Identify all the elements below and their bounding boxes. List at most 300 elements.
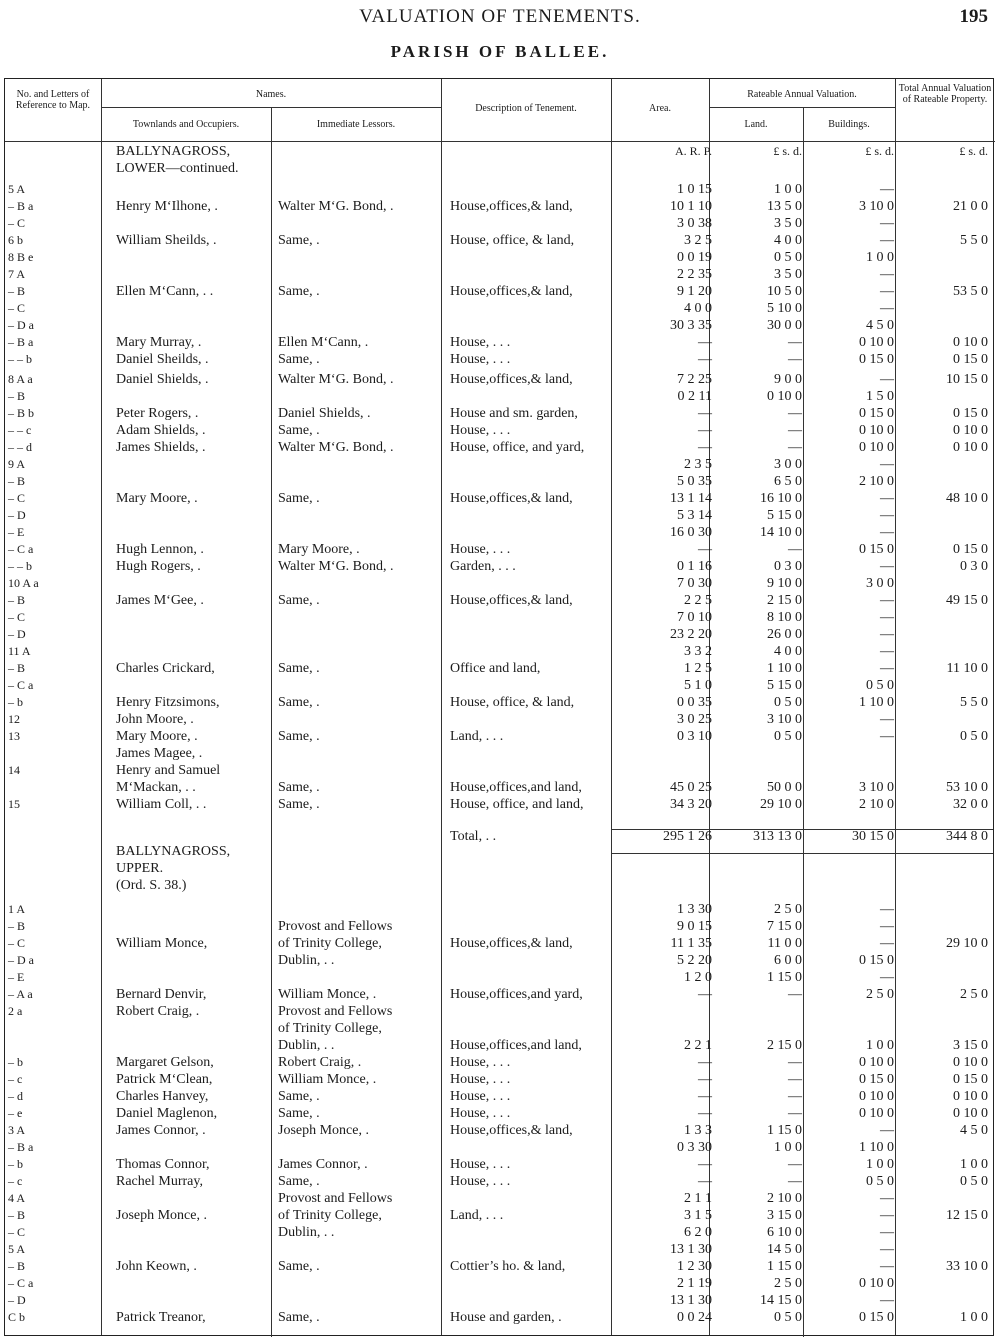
cell-area: 13 1 14 bbox=[670, 491, 712, 506]
cell-land: 2 5 0 bbox=[774, 902, 802, 917]
cell-ref: – B bbox=[8, 474, 26, 488]
rule-val-sub bbox=[709, 107, 895, 108]
cell-area: 3 2 5 bbox=[684, 233, 712, 248]
parish-title: PARISH OF BALLEE. bbox=[390, 42, 610, 61]
table-row bbox=[4, 877, 994, 894]
cell-ref: 5 A bbox=[8, 182, 26, 196]
cell-land: — bbox=[788, 1089, 802, 1104]
table-row bbox=[4, 1241, 994, 1258]
cell-bld: 3 10 0 bbox=[859, 780, 894, 795]
cell-area: 2 1 19 bbox=[677, 1276, 712, 1291]
cell-area: — bbox=[698, 423, 712, 438]
table-row bbox=[4, 592, 994, 609]
cell-lessor: Same, . bbox=[278, 780, 320, 795]
cell-ref: – C a bbox=[8, 678, 34, 692]
table-row bbox=[4, 1207, 994, 1224]
cell-area: 0 0 19 bbox=[677, 250, 712, 265]
table-row bbox=[4, 694, 994, 711]
cell-lessor: Same, . bbox=[278, 1174, 320, 1189]
cell-land: 5 15 0 bbox=[767, 508, 802, 523]
table-row bbox=[4, 1105, 994, 1122]
cell-name: BALLYNAGROSS, bbox=[116, 144, 231, 159]
cell-desc: Cottier’s ho. & land, bbox=[450, 1259, 566, 1274]
cell-lessor: William Monce, . bbox=[278, 987, 377, 1002]
table-row bbox=[4, 901, 994, 918]
cell-total: 0 10 0 bbox=[953, 423, 988, 438]
cell-bld: — bbox=[880, 661, 894, 676]
table-row bbox=[4, 1003, 994, 1020]
cell-area: 2 1 1 bbox=[684, 1191, 712, 1206]
cell-bld: 2 10 0 bbox=[859, 474, 894, 489]
table-row bbox=[4, 1190, 994, 1207]
cell-total: 0 15 0 bbox=[953, 406, 988, 421]
cell-land: — bbox=[788, 542, 802, 557]
cell-desc: House,offices,& land, bbox=[450, 199, 573, 214]
table-row bbox=[4, 1122, 994, 1139]
cell-area: — bbox=[698, 987, 712, 1002]
cell-land: 0 5 0 bbox=[774, 729, 802, 744]
cell-desc: House,offices,& land, bbox=[450, 372, 573, 387]
cell-total: 0 10 0 bbox=[953, 1089, 988, 1104]
cell-name: Bernard Denvir, bbox=[116, 987, 207, 1002]
cell-total: 2 5 0 bbox=[960, 987, 988, 1002]
table-row bbox=[4, 860, 994, 877]
cell-name: Patrick Treanor, bbox=[116, 1310, 206, 1325]
cell-ref: – b bbox=[8, 1055, 23, 1069]
cell-land: 7 15 0 bbox=[767, 919, 802, 934]
table-row bbox=[4, 473, 994, 490]
cell-area: 16 0 30 bbox=[670, 525, 712, 540]
cell-ref: – – d bbox=[8, 440, 32, 454]
cell-area: 0 0 24 bbox=[677, 1310, 712, 1325]
cell-area: — bbox=[698, 335, 712, 350]
cell-name: Margaret Gelson, bbox=[116, 1055, 214, 1070]
cell-land: 14 15 0 bbox=[760, 1293, 802, 1308]
cell-land: 30 0 0 bbox=[767, 318, 802, 333]
cell-bld: — bbox=[880, 508, 894, 523]
cell-ref: 6 b bbox=[8, 233, 23, 247]
cell-lessor: Walter M‘G. Bond, . bbox=[278, 440, 394, 455]
cell-area: 7 0 30 bbox=[677, 576, 712, 591]
cell-land: 1 15 0 bbox=[767, 1123, 802, 1138]
cell-lessor: Same, . bbox=[278, 284, 320, 299]
table-row bbox=[4, 1224, 994, 1241]
cell-bld: 1 0 0 bbox=[866, 250, 894, 265]
cell-name: LOWER—continued. bbox=[116, 161, 239, 176]
cell-desc: House,offices,& land, bbox=[450, 491, 573, 506]
cell-ref: – B a bbox=[8, 199, 34, 213]
cell-ref: – C bbox=[8, 1225, 26, 1239]
table-row bbox=[4, 1275, 994, 1292]
cell-total: 5 5 0 bbox=[960, 695, 988, 710]
cell-bld: — bbox=[880, 525, 894, 540]
cell-total: 0 3 0 bbox=[960, 559, 988, 574]
table-row bbox=[4, 1156, 994, 1173]
table-row bbox=[4, 266, 994, 283]
rule-header-bottom bbox=[5, 141, 995, 142]
cell-bld: 0 10 0 bbox=[859, 335, 894, 350]
cell-ref: C b bbox=[8, 1310, 26, 1324]
cell-desc: House and garden, . bbox=[450, 1310, 562, 1325]
cell-area: — bbox=[698, 440, 712, 455]
cell-area: 1 3 3 bbox=[684, 1123, 712, 1138]
cell-ref: – C bbox=[8, 216, 26, 230]
cell-area: 5 0 35 bbox=[677, 474, 712, 489]
table-row bbox=[4, 1309, 994, 1326]
cell-lessor: Same, . bbox=[278, 797, 320, 812]
cell-desc: House, . . . bbox=[450, 1089, 511, 1104]
table-row bbox=[4, 952, 994, 969]
cell-ref: – d bbox=[8, 1089, 23, 1103]
cell-bld: 0 5 0 bbox=[866, 1174, 894, 1189]
cell-lessor: Daniel Shields, . bbox=[278, 406, 371, 421]
table-row bbox=[4, 796, 994, 813]
cell-land: 3 5 0 bbox=[774, 267, 802, 282]
cell-bld: — bbox=[880, 712, 894, 727]
cell-bld: 0 15 0 bbox=[859, 1072, 894, 1087]
cell-ref: – B bbox=[8, 389, 26, 403]
cell-bld: 3 10 0 bbox=[859, 199, 894, 214]
cell-lessor: Joseph Monce, . bbox=[278, 1123, 369, 1138]
table-row bbox=[4, 986, 994, 1003]
cell-total: 344 8 0 bbox=[946, 829, 988, 844]
cell-bld: 30 15 0 bbox=[852, 829, 894, 844]
cell-lessor: William Monce, . bbox=[278, 1072, 377, 1087]
cell-desc: Garden, . . . bbox=[450, 559, 516, 574]
cell-desc: House, office, & land, bbox=[450, 695, 575, 710]
cell-land: 0 3 0 bbox=[774, 559, 802, 574]
table-row bbox=[4, 745, 994, 762]
cell-desc: House,offices,& land, bbox=[450, 936, 573, 951]
cell-total: 48 10 0 bbox=[946, 491, 988, 506]
cell-ref: – b bbox=[8, 1157, 23, 1171]
cell-area: — bbox=[698, 1106, 712, 1121]
cell-land: 0 5 0 bbox=[774, 1310, 802, 1325]
cell-bld: — bbox=[880, 1191, 894, 1206]
cell-land: 9 10 0 bbox=[767, 576, 802, 591]
table-row bbox=[4, 249, 994, 266]
cell-bld: — bbox=[880, 372, 894, 387]
cell-total: 32 0 0 bbox=[953, 797, 988, 812]
cell-ref: – C bbox=[8, 301, 26, 315]
cell-lessor: Same, . bbox=[278, 1089, 320, 1104]
cell-total: 49 15 0 bbox=[946, 593, 988, 608]
cell-lessor: Dublin, . . bbox=[278, 953, 335, 968]
table-row bbox=[4, 762, 994, 779]
cell-land: 2 15 0 bbox=[767, 1038, 802, 1053]
cell-name: Adam Shields, . bbox=[116, 423, 206, 438]
cell-bld: — bbox=[880, 902, 894, 917]
cell-bld: 1 0 0 bbox=[866, 1038, 894, 1053]
cell-bld: 1 0 0 bbox=[866, 1157, 894, 1172]
table-row bbox=[4, 456, 994, 473]
cell-land: — bbox=[788, 406, 802, 421]
cell-desc: House and sm. garden, bbox=[450, 406, 578, 421]
cell-area: 9 1 20 bbox=[677, 284, 712, 299]
cell-lessor: Same, . bbox=[278, 1106, 320, 1121]
cell-bld: — bbox=[880, 970, 894, 985]
cell-desc: House, office, & land, bbox=[450, 233, 575, 248]
cell-land: 2 10 0 bbox=[767, 1191, 802, 1206]
table-row bbox=[4, 677, 994, 694]
cell-ref: 12 bbox=[8, 712, 20, 726]
cell-land: 3 10 0 bbox=[767, 712, 802, 727]
cell-ref: 9 A bbox=[8, 457, 26, 471]
cell-desc: House, . . . bbox=[450, 1055, 511, 1070]
cell-total: 0 5 0 bbox=[960, 729, 988, 744]
cell-ref: – B bbox=[8, 593, 26, 607]
cell-name: BALLYNAGROSS, bbox=[116, 844, 231, 859]
table-row bbox=[4, 215, 994, 232]
cell-area: 1 0 15 bbox=[677, 182, 712, 197]
table-row bbox=[4, 935, 994, 952]
cell-total: 11 10 0 bbox=[946, 661, 988, 676]
cell-desc: Land, . . . bbox=[450, 729, 504, 744]
cell-area: 2 2 35 bbox=[677, 267, 712, 282]
cell-bld: 0 15 0 bbox=[859, 953, 894, 968]
table-row bbox=[4, 1258, 994, 1275]
cell-ref: 2 a bbox=[8, 1004, 23, 1018]
cell-name: Joseph Monce, . bbox=[116, 1208, 207, 1223]
cell-ref: 8 A a bbox=[8, 372, 33, 386]
cell-name: Mary Moore, . bbox=[116, 729, 198, 744]
cell-ref: – E bbox=[8, 970, 25, 984]
table-row bbox=[4, 626, 994, 643]
cell-name: James Magee, . bbox=[116, 746, 203, 761]
cell-name: Patrick M‘Clean, bbox=[116, 1072, 213, 1087]
cell-ref: – A a bbox=[8, 987, 33, 1001]
table-row bbox=[4, 405, 994, 422]
cell-bld: — bbox=[880, 267, 894, 282]
cell-ref: – D bbox=[8, 1293, 26, 1307]
cell-area: 1 2 0 bbox=[684, 970, 712, 985]
cell-bld: — bbox=[880, 1123, 894, 1138]
cell-desc: Office and land, bbox=[450, 661, 541, 676]
cell-ref: – B a bbox=[8, 1140, 34, 1154]
table-row bbox=[4, 1054, 994, 1071]
table-row bbox=[4, 160, 994, 177]
cell-land: 26 0 0 bbox=[767, 627, 802, 642]
cell-area: 2 3 5 bbox=[684, 457, 712, 472]
table-row bbox=[4, 1088, 994, 1105]
table-row bbox=[4, 1037, 994, 1054]
cell-lessor: of Trinity College, bbox=[278, 1021, 382, 1036]
cell-area: 9 0 15 bbox=[677, 919, 712, 934]
cell-land: 5 10 0 bbox=[767, 301, 802, 316]
cell-area: 5 1 0 bbox=[684, 678, 712, 693]
cell-bld: £ s. d. bbox=[865, 144, 894, 158]
cell-bld: — bbox=[880, 1225, 894, 1240]
cell-ref: – – c bbox=[8, 423, 32, 437]
cell-total: 29 10 0 bbox=[946, 936, 988, 951]
cell-lessor: Provost and Fellows bbox=[278, 919, 393, 934]
cell-ref: – – b bbox=[8, 352, 32, 366]
cell-ref: – E bbox=[8, 525, 25, 539]
cell-land: 6 0 0 bbox=[774, 953, 802, 968]
cell-land: 1 0 0 bbox=[774, 182, 802, 197]
cell-lessor: Walter M‘G. Bond, . bbox=[278, 199, 394, 214]
cell-desc: House, . . . bbox=[450, 1072, 511, 1087]
col-valuation: Rateable Annual Valuation. bbox=[747, 89, 857, 100]
cell-area: — bbox=[698, 1089, 712, 1104]
table-row bbox=[4, 283, 994, 300]
cell-ref: 14 bbox=[8, 763, 20, 777]
table-row bbox=[4, 1020, 994, 1037]
cell-name: Henry Fitzsimons, bbox=[116, 695, 220, 710]
cell-ref: – D bbox=[8, 627, 26, 641]
table-row bbox=[4, 232, 994, 249]
cell-name: Rachel Murray, bbox=[116, 1174, 203, 1189]
cell-total: 4 5 0 bbox=[960, 1123, 988, 1138]
cell-land: — bbox=[788, 1106, 802, 1121]
cell-land: 14 10 0 bbox=[760, 525, 802, 540]
col-total: Total Annual Valuation of Rateable Property. bbox=[898, 83, 992, 105]
cell-total: 1 0 0 bbox=[960, 1310, 988, 1325]
cell-ref: – C bbox=[8, 610, 26, 624]
cell-area: 7 0 10 bbox=[677, 610, 712, 625]
table-row bbox=[4, 317, 994, 334]
cell-lessor: Dublin, . . bbox=[278, 1225, 335, 1240]
cell-total: 1 0 0 bbox=[960, 1157, 988, 1172]
cell-lessor: Provost and Fellows bbox=[278, 1004, 393, 1019]
cell-total: 0 15 0 bbox=[953, 1072, 988, 1087]
cell-bld: 0 15 0 bbox=[859, 406, 894, 421]
cell-desc: House, office, and land, bbox=[450, 797, 584, 812]
cell-area: 45 0 25 bbox=[670, 780, 712, 795]
cell-area: 0 1 16 bbox=[677, 559, 712, 574]
cell-bld: 3 0 0 bbox=[866, 576, 894, 591]
cell-bld: — bbox=[880, 644, 894, 659]
cell-total: 0 10 0 bbox=[953, 335, 988, 350]
cell-lessor: of Trinity College, bbox=[278, 936, 382, 951]
cell-total: 0 10 0 bbox=[953, 440, 988, 455]
table-row bbox=[4, 1071, 994, 1088]
cell-area: 34 3 20 bbox=[670, 797, 712, 812]
cell-name: M‘Mackan, . . bbox=[116, 780, 196, 795]
cell-bld: 0 15 0 bbox=[859, 352, 894, 367]
cell-bld: — bbox=[880, 491, 894, 506]
cell-ref: – C a bbox=[8, 1276, 34, 1290]
cell-ref: – B bbox=[8, 1208, 26, 1222]
cell-name: James M‘Gee, . bbox=[116, 593, 204, 608]
cell-area: 1 3 30 bbox=[677, 902, 712, 917]
cell-bld: — bbox=[880, 182, 894, 197]
cell-area: 4 0 0 bbox=[684, 301, 712, 316]
cell-bld: — bbox=[880, 1259, 894, 1274]
cell-land: — bbox=[788, 987, 802, 1002]
cell-bld: 0 10 0 bbox=[859, 440, 894, 455]
table-row bbox=[4, 1173, 994, 1190]
cell-total: 12 15 0 bbox=[946, 1208, 988, 1223]
cell-lessor: Same, . bbox=[278, 1310, 320, 1325]
cell-land: 1 10 0 bbox=[767, 661, 802, 676]
table-row bbox=[4, 575, 994, 592]
cell-land: £ s. d. bbox=[773, 144, 802, 158]
cell-land: 6 5 0 bbox=[774, 474, 802, 489]
cell-desc: House,offices,and yard, bbox=[450, 987, 583, 1002]
cell-bld: 4 5 0 bbox=[866, 318, 894, 333]
cell-land: 13 5 0 bbox=[767, 199, 802, 214]
cell-name: (Ord. S. 38.) bbox=[116, 878, 187, 893]
col-lessors: Immediate Lessors. bbox=[316, 119, 396, 130]
table-row bbox=[4, 334, 994, 351]
cell-ref: – B bbox=[8, 284, 26, 298]
cell-name: Robert Craig, . bbox=[116, 1004, 200, 1019]
cell-total: 33 10 0 bbox=[946, 1259, 988, 1274]
table-row bbox=[4, 711, 994, 728]
cell-ref: – C bbox=[8, 936, 26, 950]
cell-ref: 10 A a bbox=[8, 576, 39, 590]
cell-desc: Total, . . bbox=[450, 829, 497, 844]
cell-ref: 11 A bbox=[8, 644, 31, 658]
rule-names-sub bbox=[101, 107, 441, 108]
cell-bld: 0 10 0 bbox=[859, 1106, 894, 1121]
cell-ref: – D a bbox=[8, 953, 34, 967]
cell-desc: House,offices,and land, bbox=[450, 1038, 582, 1053]
cell-name: Thomas Connor, bbox=[116, 1157, 210, 1172]
cell-area: 6 2 0 bbox=[684, 1225, 712, 1240]
cell-land: 3 15 0 bbox=[767, 1208, 802, 1223]
cell-lessor: Robert Craig, . bbox=[278, 1055, 362, 1070]
table-row bbox=[4, 439, 994, 456]
cell-ref: 13 bbox=[8, 729, 20, 743]
cell-lessor: Same, . bbox=[278, 661, 320, 676]
col-ref: No. and Letters of Reference to Map. bbox=[15, 89, 91, 111]
cell-bld: — bbox=[880, 729, 894, 744]
cell-area: 11 1 35 bbox=[670, 936, 712, 951]
cell-bld: — bbox=[880, 593, 894, 608]
cell-area: 1 2 30 bbox=[677, 1259, 712, 1274]
cell-bld: — bbox=[880, 233, 894, 248]
cell-lessor: Same, . bbox=[278, 352, 320, 367]
cell-area: — bbox=[698, 1157, 712, 1172]
cell-name: Charles Crickard, bbox=[116, 661, 215, 676]
cell-total: £ s. d. bbox=[959, 144, 988, 158]
cell-lessor: Ellen M‘Cann, . bbox=[278, 335, 369, 350]
cell-land: 16 10 0 bbox=[760, 491, 802, 506]
cell-area: — bbox=[698, 406, 712, 421]
table-row bbox=[4, 1139, 994, 1156]
cell-area: 30 3 35 bbox=[670, 318, 712, 333]
cell-name: William Monce, bbox=[116, 936, 208, 951]
cell-bld: — bbox=[880, 1208, 894, 1223]
table-row bbox=[4, 524, 994, 541]
cell-ref: – B b bbox=[8, 406, 35, 420]
cell-area: 5 3 14 bbox=[677, 508, 712, 523]
cell-area: 0 3 30 bbox=[677, 1140, 712, 1155]
cell-total: 0 10 0 bbox=[953, 1106, 988, 1121]
table-row bbox=[4, 609, 994, 626]
cell-bld: 0 10 0 bbox=[859, 423, 894, 438]
table-row bbox=[4, 541, 994, 558]
cell-bld: — bbox=[880, 1293, 894, 1308]
col-names: Names. bbox=[255, 89, 287, 100]
cell-total: 0 15 0 bbox=[953, 542, 988, 557]
cell-ref: 7 A bbox=[8, 267, 26, 281]
cell-bld: 0 10 0 bbox=[859, 1276, 894, 1291]
cell-land: 5 15 0 bbox=[767, 678, 802, 693]
table-row bbox=[4, 143, 994, 160]
cell-bld: — bbox=[880, 559, 894, 574]
cell-land: 6 10 0 bbox=[767, 1225, 802, 1240]
cell-ref: – c bbox=[8, 1072, 23, 1086]
table-row bbox=[4, 728, 994, 745]
table-row bbox=[4, 371, 994, 388]
cell-bld: — bbox=[880, 919, 894, 934]
table-row bbox=[4, 969, 994, 986]
cell-bld: — bbox=[880, 284, 894, 299]
cell-land: 4 0 0 bbox=[774, 644, 802, 659]
